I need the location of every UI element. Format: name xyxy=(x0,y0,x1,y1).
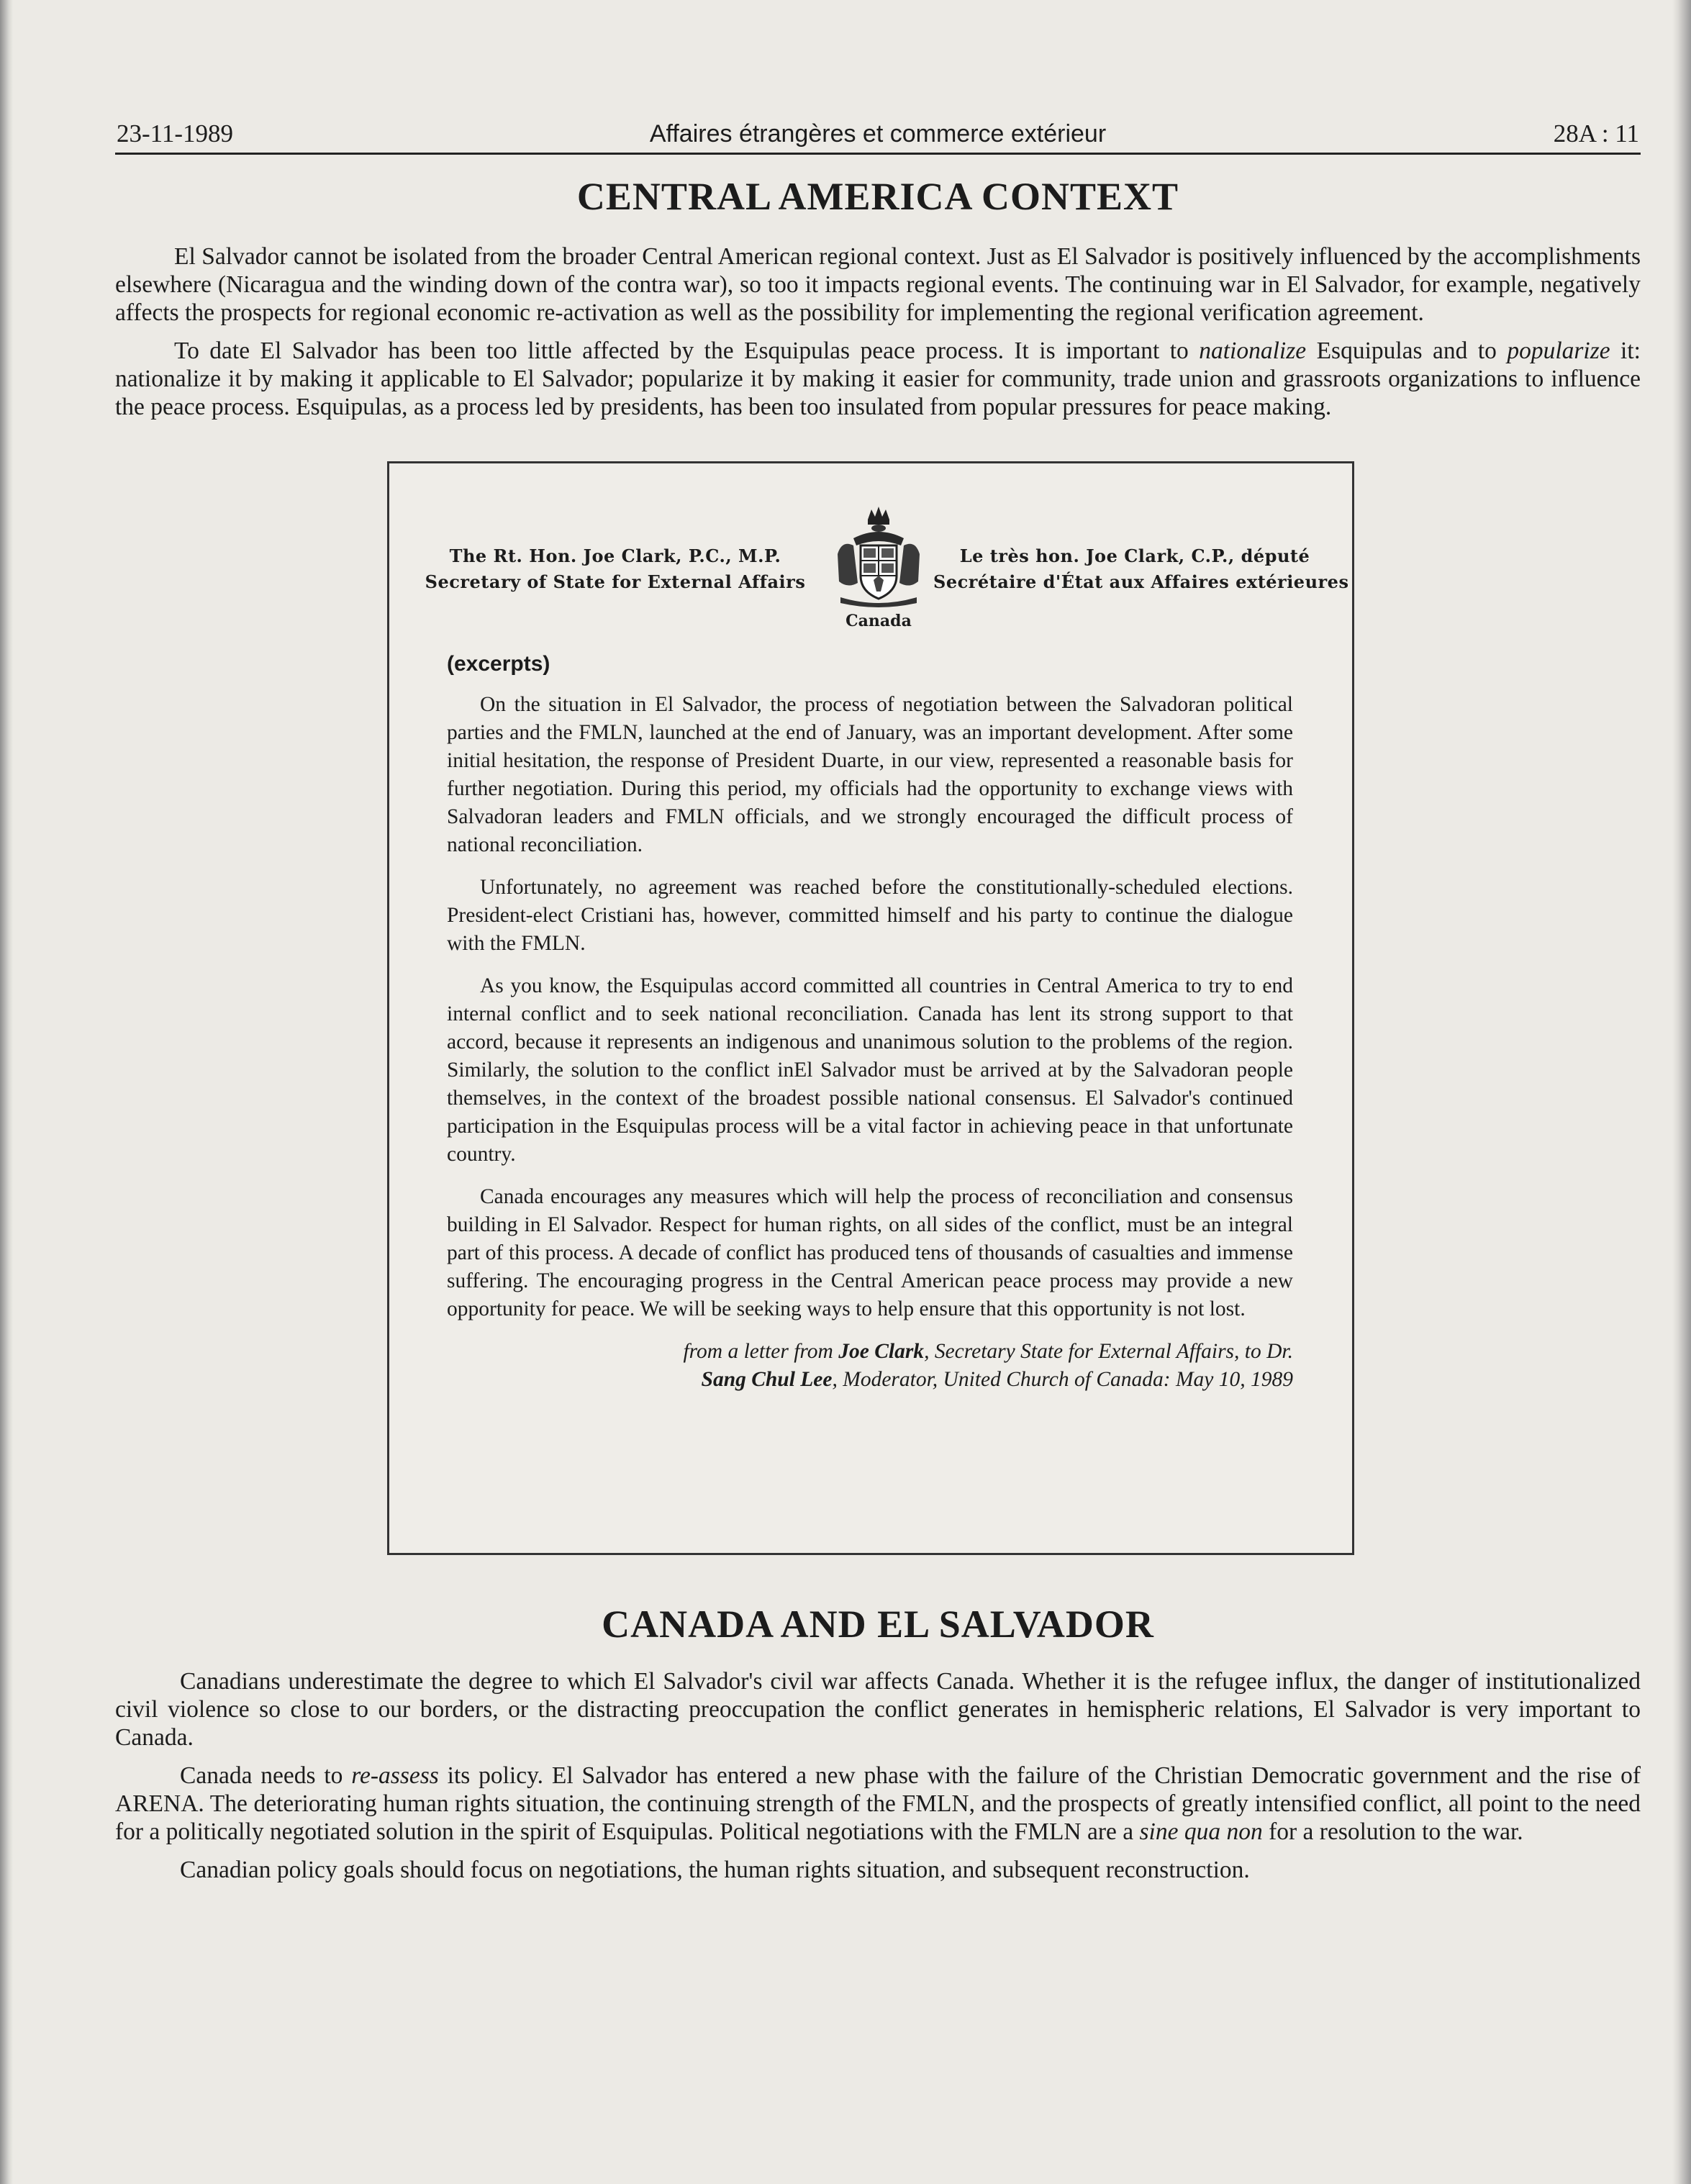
scan-left-edge xyxy=(0,0,13,2184)
letter-body xyxy=(447,652,1293,1394)
document-page xyxy=(115,108,1641,1894)
excerpts-label: (excerpts) xyxy=(447,652,550,676)
scan-right-edge xyxy=(1672,0,1691,2184)
header-date: 23-11-1989 xyxy=(117,119,234,148)
paragraph: To date El Salvador has been too little affected by the Esquipulas peace process. It is important to nationalize Esquipulas and to popularize it: nationalize it by making it applicable to El Salvador; popularize it by making it easier for community, trade union and grassroots organizations to influence the peace process. Esquipulas, as a process led by presidents, has been too insulated from popular pressures for peace making. xyxy=(115,337,1641,420)
running-header xyxy=(115,108,1641,155)
letter-paragraph: As you know, the Esquipulas accord committed all countries in Central America to try to end internal conflict and to seek national reconciliation. Canada has lent its strong support to that accord, because it represents an indigenous and unanimous solution to the problems of the region. Similarly, the solution to the conflict inEl Salvador must be arrived at by the Salvadoran people themselves, in the context of the broadest possible national consensus. El Salvador's continued participation in the Esquipulas process will be a vital factor in achieving peace in that unfortunate country. xyxy=(447,974,1293,1166)
paragraph: Canadian policy goals should focus on negotiations, the human rights situation, and subsequent reconstruction. xyxy=(180,1857,1250,1883)
letter-attribution: from a letter from Joe Clark, Secretary State for External Affairs, to Dr. Sang Chul Lee, Moderator, United Church of Canada: May 10, 1989 xyxy=(683,1340,1293,1391)
canada-coat-of-arms-icon xyxy=(832,504,925,612)
letter-paragraph: Unfortunately, no agreement was reached before the constitutionally-scheduled elections. President-elect Cristiani has, however, committed himself and his party to continue the dialogue with the FMLN. xyxy=(447,876,1293,955)
section-title-central-america: CENTRAL AMERICA CONTEXT xyxy=(576,175,1179,218)
paragraph: Canada needs to re-assess its policy. El Salvador has entered a new phase with the failure of the Christian Democratic government and the rise of ARENA. The deteriorating human rights situation, the continuing strength of the FMLN, and the prospects of greatly intensified conflict, all point to the need for a politically negotiated solution in the spirit of Esquipulas. Political negotiations with the FMLN are a sine qua non for a resolution to the war. xyxy=(115,1762,1641,1845)
section-title-canada-el-salvador: CANADA AND EL SALVADOR xyxy=(602,1603,1154,1646)
letter-paragraph: On the situation in El Salvador, the process of negotiation between the Salvadoran political parties and the FMLN, launched at the end of January, was an important development. After some initial hesitation, the response of President Duarte, in our view, represented a reasonable basis for further negotiation. During this period, my officials had the opportunity to exchange views with Salvadoran leaders and FMLN officials, and we strongly encouraged the difficult process of national reconciliation. xyxy=(447,693,1293,856)
header-page-number: 28A : 11 xyxy=(1553,119,1639,148)
letter-paragraph: Canada encourages any measures which will help the process of reconciliation and consensus building in El Salvador. Respect for human rights, on all sides of the conflict, must be an integral part of this process. A decade of conflict has produced tens of thousands of casualties and immense suffering. The encouraging progress in the Central American peace process may provide a new opportunity for peace. We will be seeking ways to help ensure that this opportunity is not lost. xyxy=(447,1185,1293,1320)
paragraph: El Salvador cannot be isolated from the broader Central American regional context. Just as El Salvador is positively influenced by the accomplishments elsewhere (Nicaragua and the winding down of the contra war), so too it impacts regional events. The continuing war in El Salvador, for example, negatively affects the prospects for regional economic re-activation as well as the possibility for implementing the regional verification agreement. xyxy=(115,243,1641,326)
letterhead xyxy=(389,504,1352,637)
header-title: Affaires étrangères et commerce extérieur xyxy=(649,120,1107,148)
letterhead-english: The Rt. Hon. Joe Clark, P.C., M.P. Secretary of State for External Affairs xyxy=(425,545,806,592)
letterhead-french: Le très hon. Joe Clark, C.P., député Secrétaire d'État aux Affaires extérieures xyxy=(933,545,1349,592)
letter-excerpt-box xyxy=(387,461,1354,1555)
paragraph: Canadians underestimate the degree to which El Salvador's civil war affects Canada. Whether it is the refugee influx, the danger of institutionalized civil violence so close to our borders, or the distracting preoccupation the conflict generates in hemispheric relations, El Salvador is very important to Canada. xyxy=(115,1668,1641,1751)
crest-canada-label: Canada xyxy=(846,612,912,630)
